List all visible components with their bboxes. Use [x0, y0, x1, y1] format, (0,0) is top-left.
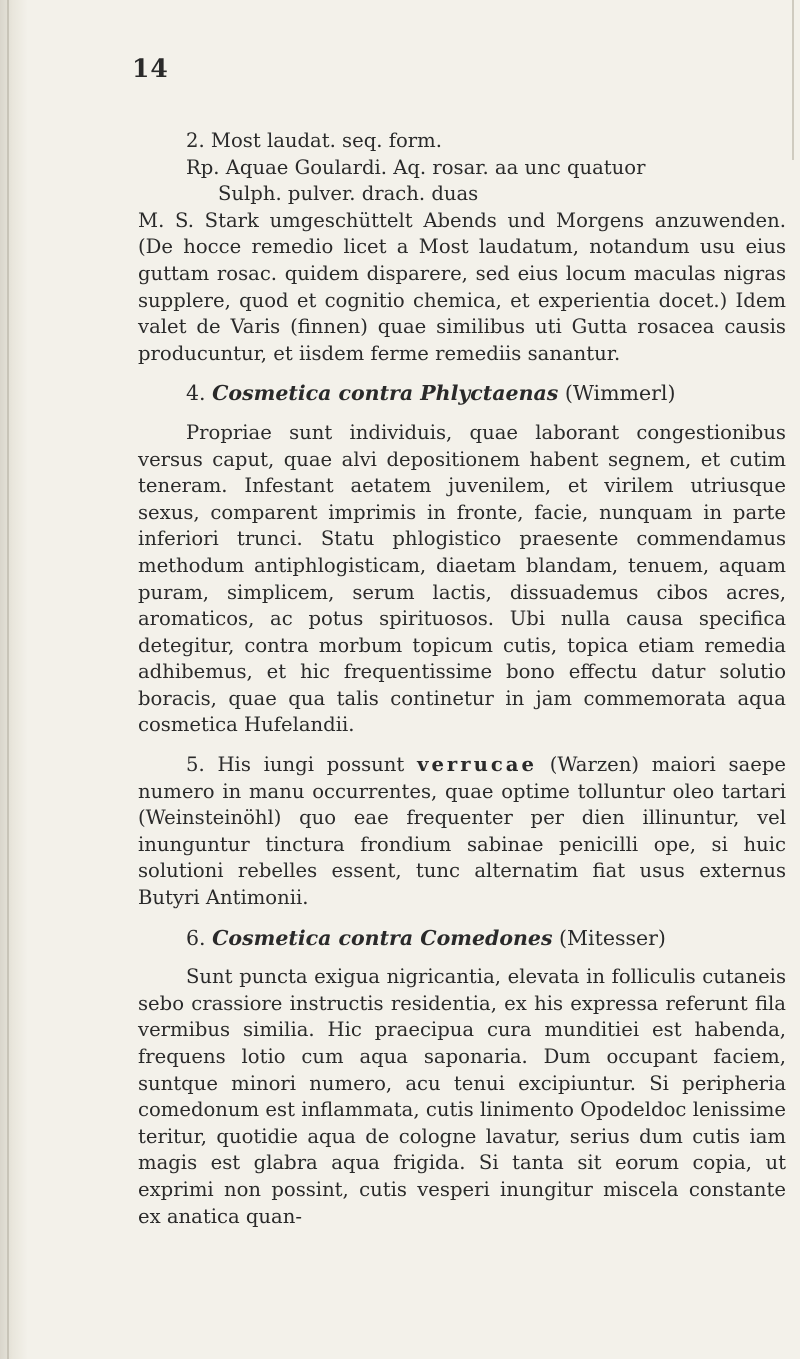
- paragraph-phlyctaenas: Propriae sunt individuis, quae laborant congestionibus versus caput, quae alvi depositionem habent segnem, et cutim teneram. Infestant aetatem juvenilem, et virilem utriusque sexus, comparent imprimis in fronte, facie, nunquam in parte inferiori trunci. Statu phlogistico praesente commendamus methodum antiphlogisticam, diaetam blandam, tenuem, aquam puram, simplicem, serum lactis, dissuademus cibos acres, aromaticos, ac potus spirituosos. Ubi nulla causa specifica detegitur, contra morbum topicum cutis, topica etiam remedia adhibemus, et hic frequentissime bono effectu datur solutio boracis, quae qua talis continetur in jam commemorata aqua cosmetica Hufelandii.: [138, 420, 786, 737]
- paragraph-signatura: M. S. Stark umgeschüttelt Abends und Morgens anzuwenden. (De hocce remedio licet a Most laudatum, notandum usu eius guttam rosac. quidem disparere, sed eius locum maculas nigras supplere, quod et cognitio chemica, et experientia docet.) Idem valet de Varis (finnen) quae similibus uti Gutta rosacea causis producuntur, et iisdem ferme remediis sanantur.: [138, 208, 786, 365]
- verrucae-term: verrucae: [417, 753, 537, 777]
- section-title-4: Cosmetica contra Phlyctaenas: [212, 381, 559, 406]
- section-heading-4: [138, 380, 786, 407]
- section-number-4: 4.: [186, 381, 206, 406]
- verrucae-intro: 5. His iungi possunt: [186, 753, 418, 777]
- section-author-4: (Wimmerl): [564, 381, 676, 406]
- section-heading-6: [138, 925, 786, 952]
- paragraph-verrucae: [138, 752, 786, 912]
- page-edge-mark: [792, 0, 794, 160]
- prescription-ingredients-2: Sulph. pulver. drach. duas: [218, 182, 479, 206]
- section-author-6: (Mitesser): [559, 925, 666, 950]
- paragraph-comedones: Sunt puncta exigua nigricantia, elevata in folliculis cutaneis sebo crassiore instructis residentia, ex his expressa referunt fila vermibus similia. Hic praecipua cura munditiei est habenda, frequens lotio cum aqua saponaria. Dum occupant faciem, suntque minori numero, acu tenui excipiuntur. Si peripheria comedonum est inflammata, cutis linimento Opodeldoc lenissime teritur, quotidie aqua de cologne lavatur, serius dum cutis iam magis est glabra aqua frigida. Si tanta sit eorum copia, ut exprimi non possint, cutis vesperi inungitur miscela constante ex anatica quan-: [138, 965, 786, 1228]
- section-title-6: Cosmetica contra Comedones: [212, 925, 553, 950]
- page-text: [138, 128, 786, 1230]
- verrucae-body: (Warzen) maiori saepe numero in manu occurrentes, quae optime tolluntur oleo tartari (Weinsteinöhl) quo eae frequenter per dien illinuntur, vel inunguntur tinctura frondium sabinae penicilli ope, si huic solutioni rebelles essent, tunc alternatim fiat usus externus Butyri Antimonii.: [138, 753, 786, 910]
- page-number: 14: [132, 54, 169, 83]
- prescription-ingredients: Rp. Aquae Goulardi. Aq. rosar. aa unc quatuor: [186, 155, 646, 179]
- binding-stitch-line: [7, 0, 9, 1359]
- prescription-source-line: 2. Most laudat. seq. form.: [186, 129, 442, 152]
- book-binding-shadow: [0, 0, 28, 1359]
- section-number-6: 6.: [186, 925, 206, 950]
